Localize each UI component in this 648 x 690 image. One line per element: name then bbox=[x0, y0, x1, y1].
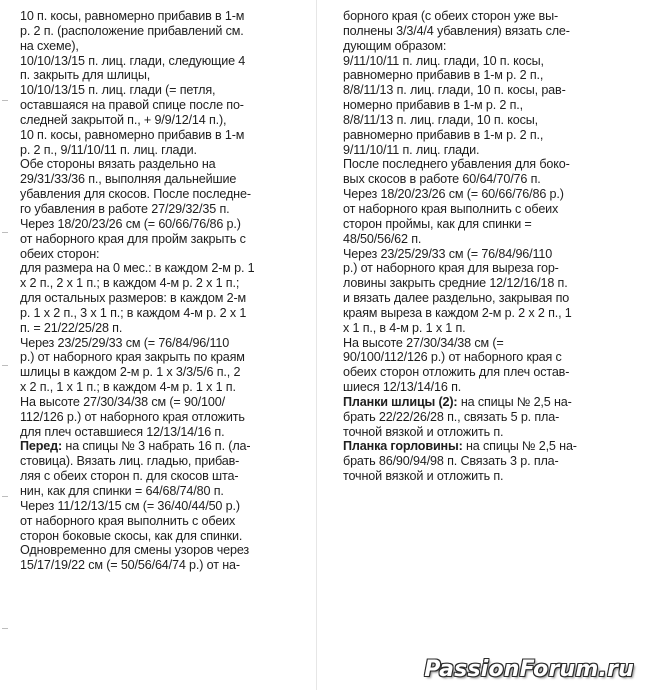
planki-heading-line bbox=[343, 395, 615, 410]
planki-heading: Планки шлицы (2): bbox=[343, 394, 458, 409]
front-heading: Перед: bbox=[20, 439, 63, 454]
text-line: р. 2 п. (расположение прибавлений см. bbox=[20, 23, 244, 38]
text-line: точной вязкой и отложить п. bbox=[343, 469, 504, 484]
text-line: 9/11/10/11 п. лиц. глади, 10 п. косы, bbox=[343, 53, 544, 68]
text-line: Через 18/20/23/26 см (= 60/66/76/86 р.) bbox=[343, 187, 564, 202]
planki-text: на спицы № 2,5 на- bbox=[460, 394, 572, 409]
front-heading-line bbox=[20, 439, 290, 454]
text-line: обеих сторон: bbox=[20, 246, 100, 261]
text-line: п. закрыть для шлицы, bbox=[20, 68, 151, 83]
planka-heading-line bbox=[343, 439, 615, 454]
text-line: борного края (с обеих сторон уже вы- bbox=[343, 9, 559, 23]
planka-heading: Планка горловины: bbox=[343, 439, 463, 454]
text-line: шлицы в каждом 2-м р. 1 х 3/3/5/6 п., 2 bbox=[20, 365, 241, 380]
text-line: дующим образом: bbox=[343, 38, 447, 53]
text-line: брать 86/90/94/98 п. Связать 3 р. пла- bbox=[343, 454, 559, 469]
text-line: 15/17/19/22 см (= 50/56/64/74 р.) от на- bbox=[20, 558, 240, 573]
text-line: На высоте 27/30/34/38 см (= bbox=[343, 335, 504, 350]
text-line: го убавления в работе 27/29/32/35 п. bbox=[20, 201, 230, 216]
text-line: точной вязкой и отложить п. bbox=[343, 424, 504, 439]
text-line: оставшаяся на правой спице после по- bbox=[20, 98, 244, 113]
text-line: нин, как для спинки = 64/68/74/80 п. bbox=[20, 484, 224, 498]
text-line: р. 2 п., 9/11/10/11 п. лиц. глади. bbox=[20, 142, 197, 157]
text-line: от наборного края выполнить с обеих bbox=[343, 201, 559, 216]
text-line: полнены 3/3/4/4 убавления) вязать сле- bbox=[343, 23, 570, 38]
text-line: и вязать далее раздельно, закрывая по bbox=[343, 291, 570, 306]
text-line: от наборного края выполнить с обеих bbox=[20, 513, 236, 528]
text-line: номерно прибавив в 1-м р. 2 п., bbox=[343, 98, 524, 113]
text-line: убавления для скосов. После последне- bbox=[20, 187, 251, 202]
text-line: После последнего убавления для боко- bbox=[343, 157, 570, 172]
text-line: 90/100/112/126 р.) от наборного края с bbox=[343, 350, 562, 365]
margin-mark bbox=[2, 496, 8, 497]
text-line: х 2 п., 2 х 1 п.; в каждом 4-м р. 2 х 1 п.; bbox=[20, 276, 240, 291]
text-line: на схеме), bbox=[20, 38, 79, 53]
text-line: х 1 п., в 4-м р. 1 х 1 п. bbox=[343, 320, 466, 335]
text-line: 112/126 р.) от наборного края отложить bbox=[20, 409, 245, 424]
text-line: ляя с обеих сторон п. для скосов шта- bbox=[20, 469, 239, 484]
text-line: р.) от наборного края закрыть по краям bbox=[20, 350, 245, 365]
text-line: На высоте 27/30/34/38 см (= 90/100/ bbox=[20, 394, 225, 409]
margin-mark bbox=[2, 365, 8, 366]
left-text-column bbox=[20, 9, 290, 573]
margin-mark bbox=[2, 232, 8, 233]
text-line: 10/10/13/15 п. лиц. глади, следующие 4 bbox=[20, 53, 246, 68]
text-line: 48/50/56/62 п. bbox=[343, 231, 422, 246]
text-line: для размера на 0 мес.: в каждом 2-м р. 1 bbox=[20, 261, 255, 276]
text-line: стовица). Вязать лиц. гладью, прибав- bbox=[20, 454, 240, 469]
column-divider bbox=[316, 0, 317, 690]
text-line: следней закрытой п., + 9/9/12/14 п.), bbox=[20, 112, 227, 127]
text-line: Одновременно для смены узоров через bbox=[20, 543, 250, 558]
text-line: х 2 п., 1 х 1 п.; в каждом 4-м р. 1 х 1 п. bbox=[20, 380, 236, 395]
text-line: 8/8/11/13 п. лиц. глади, 10 п. косы, bbox=[343, 112, 538, 127]
right-text-column bbox=[343, 9, 615, 484]
site-watermark: PassionForum.ru bbox=[424, 657, 634, 682]
text-line: Через 23/25/29/33 см (= 76/84/96/110 bbox=[343, 246, 553, 261]
text-line: для остальных размеров: в каждом 2-м bbox=[20, 291, 247, 306]
margin-mark bbox=[2, 100, 8, 101]
text-line: от наборного края для пройм закрыть с bbox=[20, 231, 246, 246]
text-line: краям выреза в каждом 2-м р. 2 х 2 п., 1 bbox=[343, 305, 572, 320]
text-line: ловины закрыть средние 12/12/16/18 п. bbox=[343, 276, 568, 291]
text-line: п. = 21/22/25/28 п. bbox=[20, 320, 123, 335]
text-line: сторон проймы, как для спинки = bbox=[343, 216, 532, 231]
text-line: равномерно прибавив в 1-м р. 2 п., bbox=[343, 127, 544, 142]
planka-text: на спицы № 2,5 на- bbox=[466, 439, 577, 454]
text-line: вых скосов в работе 60/64/70/76 п. bbox=[343, 172, 541, 187]
text-line: Обе стороны вязать раздельно на bbox=[20, 157, 216, 172]
text-line: 29/31/33/36 п., выполняя дальнейшие bbox=[20, 172, 237, 187]
text-line: шиеся 12/13/14/16 п. bbox=[343, 380, 462, 395]
text-line: р. 1 х 2 п., 3 х 1 п.; в каждом 4-м р. 2 х 1 bbox=[20, 305, 247, 320]
text-line: 10/10/13/15 п. лиц. глади (= петля, bbox=[20, 83, 216, 98]
text-line: сторон боковые скосы, как для спинки. bbox=[20, 528, 243, 543]
front-text: на спицы № 3 набрать 16 п. (ла- bbox=[65, 439, 251, 454]
text-line: для плеч оставшиеся 12/13/14/16 п. bbox=[20, 424, 225, 439]
text-line: р.) от наборного края для выреза гор- bbox=[343, 261, 559, 276]
text-line: обеих сторон отложить для плеч остав- bbox=[343, 365, 570, 380]
text-line: Через 18/20/23/26 см (= 60/66/76/86 р.) bbox=[20, 216, 241, 231]
text-line: 8/8/11/13 п. лиц. глади, 10 п. косы, рав- bbox=[343, 83, 566, 98]
text-line: 9/11/10/11 п. лиц. глади. bbox=[343, 142, 480, 157]
text-line: Через 11/12/13/15 см (= 36/40/44/50 р.) bbox=[20, 498, 240, 513]
text-line: равномерно прибавив в 1-м р. 2 п., bbox=[343, 68, 544, 83]
text-line: Через 23/25/29/33 см (= 76/84/96/110 bbox=[20, 335, 230, 350]
margin-mark bbox=[2, 628, 8, 629]
text-line: 10 п. косы, равномерно прибавив в 1-м bbox=[20, 127, 245, 142]
text-line: брать 22/22/26/28 п., связать 5 р. пла- bbox=[343, 409, 560, 424]
text-line: 10 п. косы, равномерно прибавив в 1-м bbox=[20, 9, 245, 23]
